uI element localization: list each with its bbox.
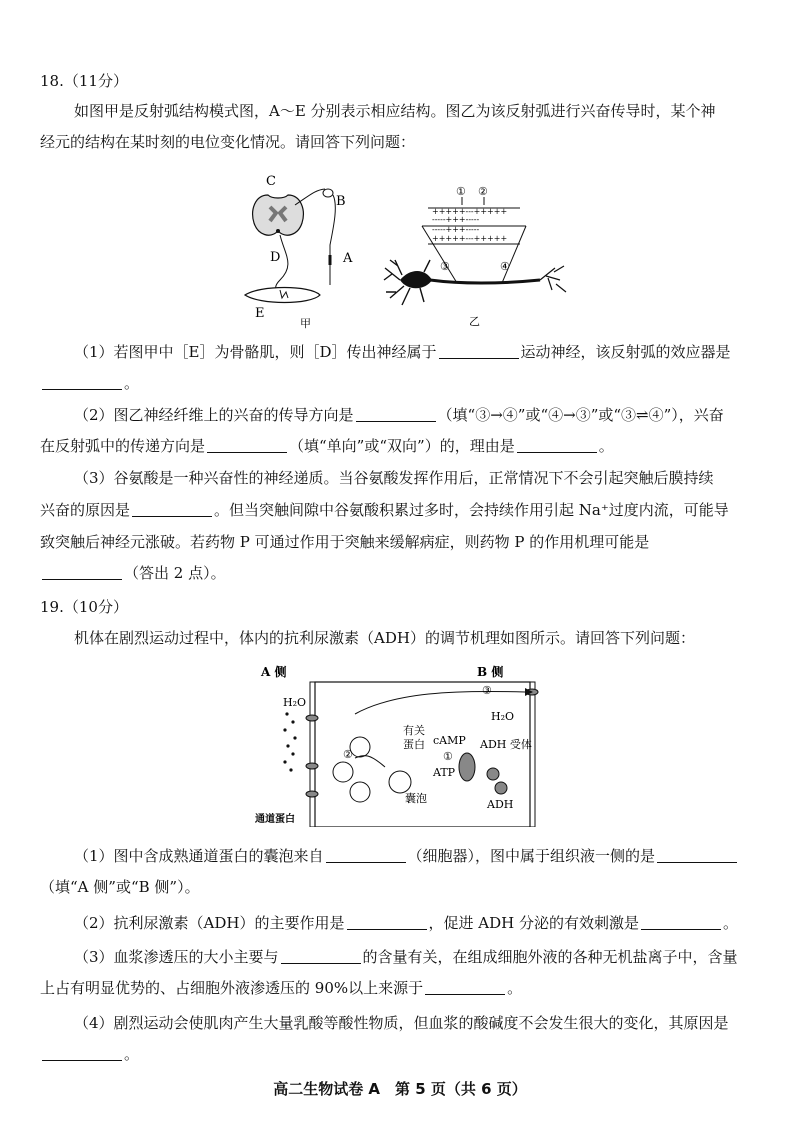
answer-blank[interactable] — [517, 438, 597, 453]
adh-molecule-2 — [495, 782, 507, 794]
text: （填“③→④”或“④→③”或“③⇌④”），兴奋 — [437, 406, 724, 424]
q19-part1-line2: （填“A 侧”或“B 侧”）。 — [40, 878, 200, 896]
q18-part3-line2 — [40, 499, 762, 521]
label-receptor: ADH 受体 — [480, 738, 532, 751]
answer-blank[interactable] — [439, 344, 519, 359]
q19-part1-line1 — [74, 845, 796, 867]
ganglion — [323, 189, 333, 197]
q18-part1-line2 — [40, 372, 762, 394]
q18-part3-line4 — [40, 562, 762, 584]
label-h2o-left: H₂O — [283, 696, 307, 709]
channel-protein-2 — [306, 763, 318, 769]
answer-blank[interactable] — [657, 848, 737, 863]
neuron-soma — [400, 271, 432, 288]
potential-row4: +++++---+++++ — [432, 234, 508, 243]
label-3: ③ — [440, 260, 450, 273]
text: （1）图中含成熟通道蛋白的囊泡来自 — [74, 847, 324, 865]
caption-jia: 甲 — [300, 317, 311, 330]
label-related-2: 蛋白 — [403, 738, 425, 751]
answer-blank[interactable] — [42, 375, 122, 390]
afferent-fiber — [330, 195, 335, 285]
label-2: ② — [478, 185, 488, 198]
answer-blank[interactable] — [207, 438, 287, 453]
label-a: A — [343, 251, 353, 266]
label-2: ② — [343, 748, 353, 761]
label-h2o-right: H₂O — [491, 710, 515, 723]
channel-protein-3 — [306, 791, 318, 797]
potential-row2: -----+++----- — [432, 215, 480, 224]
text: 在反射弧中的传递方向是 — [40, 437, 206, 455]
label-4: ④ — [500, 260, 510, 273]
text: ，促进 ADH 分泌的有效刺激是 — [428, 914, 639, 932]
muscle-e — [245, 288, 320, 303]
label-e: E — [255, 306, 265, 321]
text: （细胞器），图中属于组织液一侧的是 — [407, 847, 656, 865]
label-d: D — [270, 250, 281, 265]
text: 。但当突触间隙中谷氨酸积累过多时，会持续作用引起 Na⁺过度内流，可能导 — [214, 501, 729, 519]
potential-row1: +++++---+++++ — [432, 207, 508, 216]
text: 的含量有关，在组成细胞外液的各种无机盐离子中，含量 — [362, 948, 738, 966]
answer-blank[interactable] — [356, 407, 436, 422]
text: （2）抗利尿激素（ADH）的主要作用是 — [74, 914, 345, 932]
text: 。 — [124, 374, 140, 392]
text: 运动神经，该反射弧的效应器是 — [520, 343, 731, 361]
label-3: ③ — [482, 684, 492, 697]
q19-part4-line2 — [40, 1043, 762, 1065]
label-adh: ADH — [487, 798, 514, 811]
answer-blank[interactable] — [42, 565, 122, 580]
label-vesicle: 囊泡 — [405, 792, 427, 805]
water-molecules-left — [283, 712, 296, 771]
label-c: C — [266, 174, 276, 189]
adh-mechanism-figure — [255, 662, 555, 827]
text: （答出 2 点）。 — [124, 564, 226, 582]
q19-part3-line2 — [40, 977, 762, 999]
page-footer: 高二生物试卷 A 第 5 页（共 6 页） — [273, 1080, 527, 1098]
q18-part3-line1: （3）谷氨酸是一种兴奋性的神经递质。当谷氨酸发挥作用后，正常情况下不会引起突触后膜持续 — [74, 469, 714, 487]
membrane-right — [530, 682, 535, 827]
text: 。 — [507, 979, 523, 997]
nerve-fiber-figure — [380, 180, 570, 330]
potential-row3: -----+++----- — [432, 225, 480, 234]
q19-part2 — [74, 912, 796, 934]
q18-part3-line3: 致突触后神经元涨破。若药物 P 可通过作用于突触来缓解病症，则药物 P 的作用机理可能是 — [40, 533, 650, 551]
q19-intro: 机体在剧烈运动过程中，体内的抗利尿激素（ADH）的调节机理如图所示。请回答下列问题： — [74, 629, 695, 647]
central-canal — [276, 229, 280, 233]
q19-header: 19.（10分） — [40, 598, 128, 616]
q18-intro-line2: 经元的结构在某时刻的电位变化情况。请回答下列问题： — [40, 133, 416, 151]
vesicle-2 — [333, 762, 353, 782]
caption-yi: 乙 — [469, 315, 480, 328]
vesicle-4 — [350, 782, 370, 802]
label-related-1: 有关 — [403, 724, 425, 737]
label-1: ① — [456, 185, 466, 198]
text: （2）图乙神经纤维上的兴奋的传导方向是 — [74, 406, 354, 424]
answer-blank[interactable] — [42, 1046, 122, 1061]
answer-blank[interactable] — [641, 915, 721, 930]
answer-blank[interactable] — [326, 848, 406, 863]
axon-terminals — [540, 266, 566, 292]
q19-part3-line1 — [74, 946, 796, 968]
label-1: ① — [443, 750, 453, 763]
text: 。 — [598, 437, 614, 455]
q18-intro-line1: 如图甲是反射弧结构模式图，A～E 分别表示相应结构。图乙为该反射弧进行兴奋传导时，某个神 — [74, 102, 716, 120]
label-camp: cAMP — [433, 734, 466, 747]
text: 兴奋的原因是 — [40, 501, 131, 519]
text: （1）若图甲中［E］为骨骼肌，则［D］传出神经属于 — [74, 343, 437, 361]
membrane-left — [310, 682, 315, 827]
vesicle-3 — [389, 771, 411, 793]
q18-part1-line1 — [74, 341, 796, 363]
label-b: B — [336, 194, 346, 209]
q18-part2-line1 — [74, 404, 796, 426]
q19-part4-line1: （4）剧烈运动会使肌肉产生大量乳酸等酸性物质，但血浆的酸碱度不会发生很大的变化，其原因是 — [74, 1014, 729, 1032]
text: （填“单向”或“双向”）的，理由是 — [289, 437, 515, 455]
reflex-arc-figure — [240, 165, 370, 330]
text: 。 — [722, 914, 738, 932]
channel-protein-1 — [306, 715, 318, 721]
answer-blank[interactable] — [132, 502, 212, 517]
label-atp: ATP — [433, 766, 456, 779]
label-b-side: B 侧 — [477, 665, 504, 679]
answer-blank[interactable] — [347, 915, 427, 930]
q18-header: 18.（11分） — [40, 72, 128, 90]
label-channel: 通道蛋白 — [255, 814, 295, 825]
answer-blank[interactable] — [425, 980, 505, 995]
label-a-side: A 侧 — [261, 665, 287, 679]
vesicle-1 — [350, 737, 370, 757]
adh-molecule-1 — [487, 768, 499, 780]
text: 上占有明显优势的、占细胞外液渗透压的 90%以上来源于 — [40, 979, 424, 997]
text: （3）血浆渗透压的大小主要与 — [74, 948, 279, 966]
text: 。 — [124, 1045, 140, 1063]
adh-receptor — [459, 753, 475, 781]
answer-blank[interactable] — [281, 949, 361, 964]
q18-part2-line2 — [40, 435, 762, 457]
axon — [430, 280, 540, 283]
